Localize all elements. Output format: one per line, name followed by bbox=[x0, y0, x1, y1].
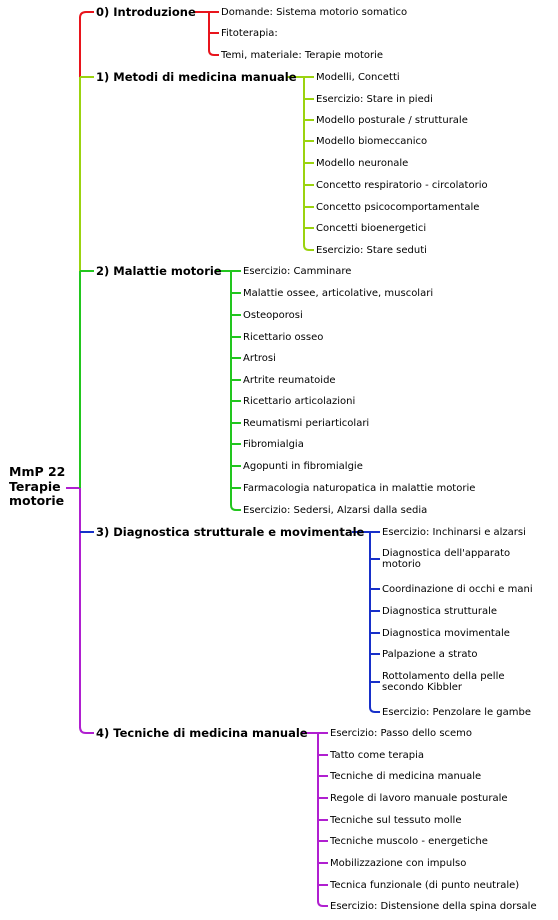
leaf-item: Esercizio: Sedersi, Alzarsi dalla sedia bbox=[243, 504, 428, 516]
branch-label: 0) Introduzione bbox=[96, 4, 196, 19]
leaf-item: Fibromialgia bbox=[243, 438, 304, 450]
leaf-item: Regole di lavoro manuale posturale bbox=[330, 792, 508, 804]
leaf-item: Tecniche sul tessuto molle bbox=[330, 814, 462, 826]
leaf-item: Modello neuronale bbox=[316, 157, 409, 169]
leaf-item: Fitoterapia: bbox=[221, 27, 278, 39]
leaf-item: Ricettario osseo bbox=[243, 331, 324, 343]
leaf-item: Domande: Sistema motorio somatico bbox=[221, 6, 408, 18]
leaf-item: Esercizio: Inchinarsi e alzarsi bbox=[382, 526, 526, 538]
leaf-item: Esercizio: Passo dello scemo bbox=[330, 727, 473, 739]
leaf-item: Palpazione a strato bbox=[382, 648, 478, 660]
leaf-item: Esercizio: Penzolare le gambe bbox=[382, 706, 532, 718]
leaf-item: Modello biomeccanico bbox=[316, 135, 428, 147]
leaf-item: Osteoporosi bbox=[243, 309, 303, 321]
leaf-item: Esercizio: Distensione della spina dorsale bbox=[330, 900, 537, 912]
leaf-item: Reumatismi periarticolari bbox=[243, 417, 370, 429]
leaf-item: Diagnostica dell'apparato motorio bbox=[382, 548, 511, 570]
leaf-item: Diagnostica strutturale bbox=[382, 605, 498, 617]
branch-label: 1) Metodi di medicina manuale bbox=[96, 69, 297, 84]
leaf-item: Artrosi bbox=[243, 352, 276, 364]
leaf-item: Esercizio: Stare seduti bbox=[316, 244, 427, 256]
leaf-item: Tecniche muscolo - energetiche bbox=[330, 835, 488, 847]
leaf-item: Esercizio: Camminare bbox=[243, 265, 352, 277]
leaf-item: Mobilizzazione con impulso bbox=[330, 857, 467, 869]
leaf-item: Temi, materiale: Terapie motorie bbox=[221, 49, 384, 61]
leaf-item: Farmacologia naturopatica in malattie motorie bbox=[243, 482, 476, 494]
branch-label: 4) Tecniche di medicina manuale bbox=[96, 725, 308, 740]
leaf-item: Tecniche di medicina manuale bbox=[330, 770, 482, 782]
branch-label: 2) Malattie motorie bbox=[96, 263, 222, 278]
leaf-item: Modelli, Concetti bbox=[316, 71, 400, 83]
leaf-item: Concetti bioenergetici bbox=[316, 222, 427, 234]
leaf-item: Modello posturale / strutturale bbox=[316, 114, 468, 126]
leaf-item: Artrite reumatoide bbox=[243, 374, 336, 386]
branch-label: 3) Diagnostica strutturale e movimentale bbox=[96, 524, 365, 539]
leaf-item: Tecnica funzionale (di punto neutrale) bbox=[330, 879, 520, 891]
leaf-item: Agopunti in fibromialgie bbox=[243, 460, 363, 472]
leaf-item: Concetto respiratorio - circolatorio bbox=[316, 179, 488, 191]
leaf-item: Ricettario articolazioni bbox=[243, 395, 356, 407]
leaf-item: Tatto come terapia bbox=[330, 749, 424, 761]
leaf-item: Rottolamento della pelle secondo Kibbler bbox=[382, 671, 505, 693]
leaf-item: Coordinazione di occhi e mani bbox=[382, 583, 533, 595]
root-node: MmP 22 Terapie motorie bbox=[9, 464, 66, 508]
leaf-item: Concetto psicocomportamentale bbox=[316, 201, 480, 213]
leaf-item: Diagnostica movimentale bbox=[382, 627, 510, 639]
leaf-item: Esercizio: Stare in piedi bbox=[316, 93, 433, 105]
leaf-item: Malattie ossee, articolative, muscolari bbox=[243, 287, 434, 299]
